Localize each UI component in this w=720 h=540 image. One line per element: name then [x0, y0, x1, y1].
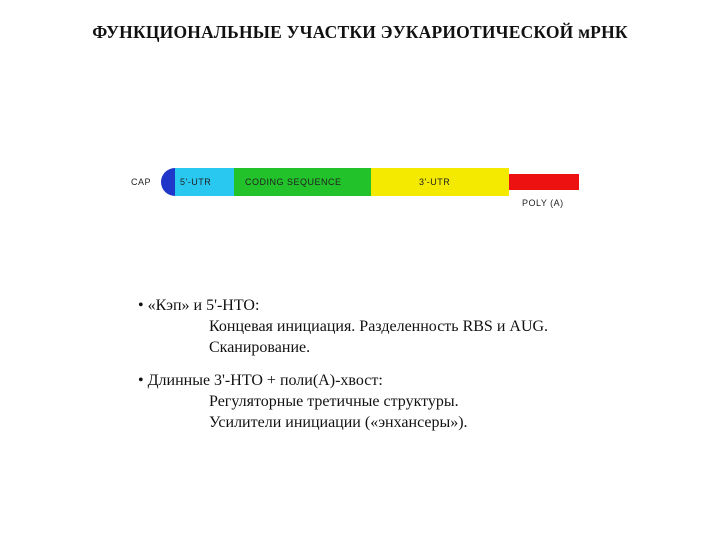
bullet-item — [138, 370, 698, 433]
segment-coding-sequence-label: CODING SEQUENCE — [245, 177, 342, 187]
bullet-heading: • «Кэп» и 5'-НТО: — [138, 295, 698, 316]
poly-a-label: POLY (A) — [522, 198, 564, 208]
bullet-item — [138, 295, 698, 358]
bullet-subline: Регуляторные третичные структуры. — [209, 393, 459, 410]
cap-shape — [161, 168, 175, 196]
segment-poly-a-tail — [509, 174, 579, 190]
bullet-subline: Усилители инициации («энхансеры»). — [209, 414, 468, 431]
page-title: ФУНКЦИОНАЛЬНЫЕ УЧАСТКИ ЭУКАРИОТИЧЕСКОЙ мРНК — [92, 22, 628, 42]
cap-label: CAP — [131, 177, 152, 187]
bullet-heading: • Длинные 3'-НТО + поли(А)-хвост: — [138, 370, 698, 391]
segment-5utr-label: 5'-UTR — [180, 177, 212, 187]
bullet-subline: Сканирование. — [209, 339, 311, 356]
mrna-diagram — [120, 158, 600, 218]
bullet-subline: Концевая инициация. Разделенность RBS и AUG. — [209, 318, 549, 335]
bullet-list — [138, 295, 698, 445]
segment-3utr-label: 3'-UTR — [419, 177, 451, 187]
